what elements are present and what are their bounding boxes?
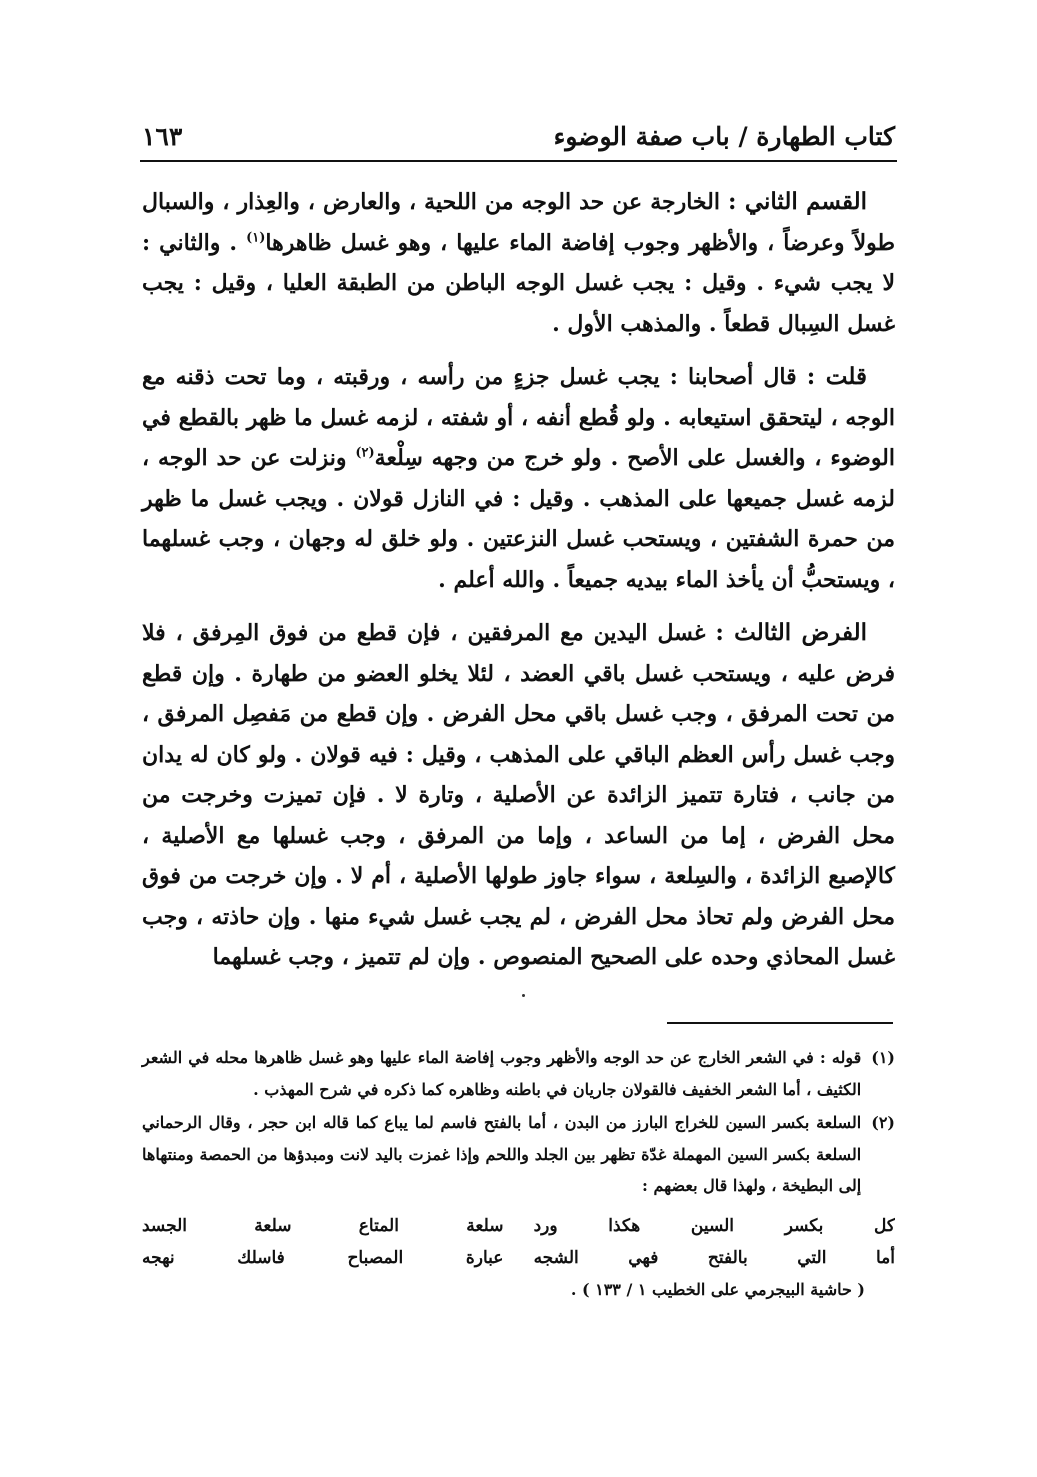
verse-second-hemistich: كل بكسر السين هكذا ورد xyxy=(533,1215,895,1236)
paragraph-heading: قلت : xyxy=(806,363,867,390)
paragraph-text: الخارجة عن حد الوجه من اللحية ، والعارض ، والعِذار ، والسبال طولاً وعرضاً ، والأظهر وجوب إفاضة الماء عليها ، وهو غسل ظاهرها xyxy=(142,189,895,256)
verse-line xyxy=(142,1210,895,1242)
running-header xyxy=(142,118,895,160)
footnote-2 xyxy=(142,1107,895,1202)
footnote-number: (٢) xyxy=(871,1113,895,1132)
footnote-divider xyxy=(667,1022,893,1024)
paragraph-text: غسل اليدين مع المرفقين ، فإن قطع من فوق المِرفق ، فلا فرض عليه ، ويستحب غسل باقي العضد ، لئلا يخلو العضو من طهارة . وإن قطع من تحت المرفق ، وجب غسل باقي محل الفرض . وإن قطع من مَفصِل المرفق ، وجب غسل رأس العظم الباقي على المذهب ، وقيل : فيه قولان . ولو كان له يدان من جانب ، فتارة تتميز الزائدة عن الأصلية ، وتارة لا . فإن تميزت وخرجت من محل الفرض ، إما من الساعد ، وإما من المرفق ، وجب غسلها مع الأصلية ، كالإصبع الزائدة ، والسِلعة ، سواء جاوز طولها الأصلية ، أم لا . وإن خرجت من فوق محل الفرض ولم تحاذ محل الفرض ، لم يجب غسل شيء منها . وإن حاذته ، وجب غسل المحاذي وحده على الصحيح المنصوص . وإن لم تتميز ، وجب غسلهما xyxy=(142,620,895,970)
paragraph-3 xyxy=(142,613,895,978)
paragraph-heading: الفرض الثالث : xyxy=(715,619,867,646)
footnote-1 xyxy=(142,1042,895,1105)
page-number: ١٦٣ xyxy=(142,122,183,151)
footnote-text: قوله : في الشعر الخارج عن حد الوجه والأظهر وجوب إفاضة الماء عليها وهو غسل ظاهرها محله في الشعر الكثيف ، أما الشعر الخفيف فالقولان جاريان في باطنه وظاهره كما ذكره في شرح المهذب . xyxy=(142,1048,862,1099)
footnote-marker-2[interactable]: (٢) xyxy=(355,445,375,461)
footnote-number: (١) xyxy=(871,1048,895,1067)
paragraph-text: قال أصحابنا : يجب غسل جزءٍ من رأسه ، ورقبته ، وما تحت ذقنه مع الوجه ، ليتحقق استيعابه . ولو قُطع أنفه ، أو شفته ، لزمه غسل ما ظهر بالقطع في الوضوء ، والغسل على الأصح . ولو خرج من وجهه سِلْعة xyxy=(142,364,895,471)
poem-verses xyxy=(142,1210,895,1274)
paragraph-1 xyxy=(142,182,895,344)
header-title: كتاب الطهارة / باب صفة الوضوء xyxy=(553,122,895,151)
footnote-marker-1[interactable]: (١) xyxy=(246,230,266,246)
paragraph-text-continued: . والثاني : لا يجب شيء . وقيل : يجب غسل الوجه الباطن من الطبقة العليا ، وقيل : يجب غسل السِبال قطعاً . والمذهب الأول . xyxy=(142,229,895,337)
paragraph-heading: القسم الثاني : xyxy=(727,188,867,215)
print-speck xyxy=(522,994,525,997)
paragraph-2 xyxy=(142,357,895,600)
main-text xyxy=(142,182,895,991)
verse-first-hemistich: سلعة المتاع سلعة الجسد xyxy=(142,1215,504,1236)
verse-line xyxy=(142,1242,895,1274)
paragraph-text-continued: ونزلت عن حد الوجه ، لزمه غسل جميعها على المذهب . وقيل : في النازل قولان . ويجب غسل ما ظهر من حمرة الشفتين ، ويستحب غسل النزعتين . ولو خلق له وجهان ، وجب غسلهما ، ويستحبُّ أن يأخذ الماء بيديه جميعاً . والله أعلم . xyxy=(142,445,895,593)
footnotes xyxy=(142,1042,895,1306)
header-divider xyxy=(140,160,897,162)
footnote-text: السلعة بكسر السين للخراج البارز من البدن ، أما بالفتح فاسم لما يباع كما قاله ابن حجر ، وقال الرحماني السلعة بكسر السين المهملة غدّة تظهر بين الجلد واللحم وإذا غمزت باليد لانت ومبدؤها من الحمصة ومنتهاها إلى البطيخة ، ولهذا قال بعضهم : xyxy=(142,1113,862,1195)
verse-second-hemistich: أما التي بالفتح فهي الشجه xyxy=(533,1247,895,1268)
verse-first-hemistich: عبارة المصباح فاسلك نهجه xyxy=(142,1247,504,1268)
citation-source: ( حاشية البيجرمي على الخطيب ١ / ١٣٣ ) . xyxy=(570,1279,865,1299)
